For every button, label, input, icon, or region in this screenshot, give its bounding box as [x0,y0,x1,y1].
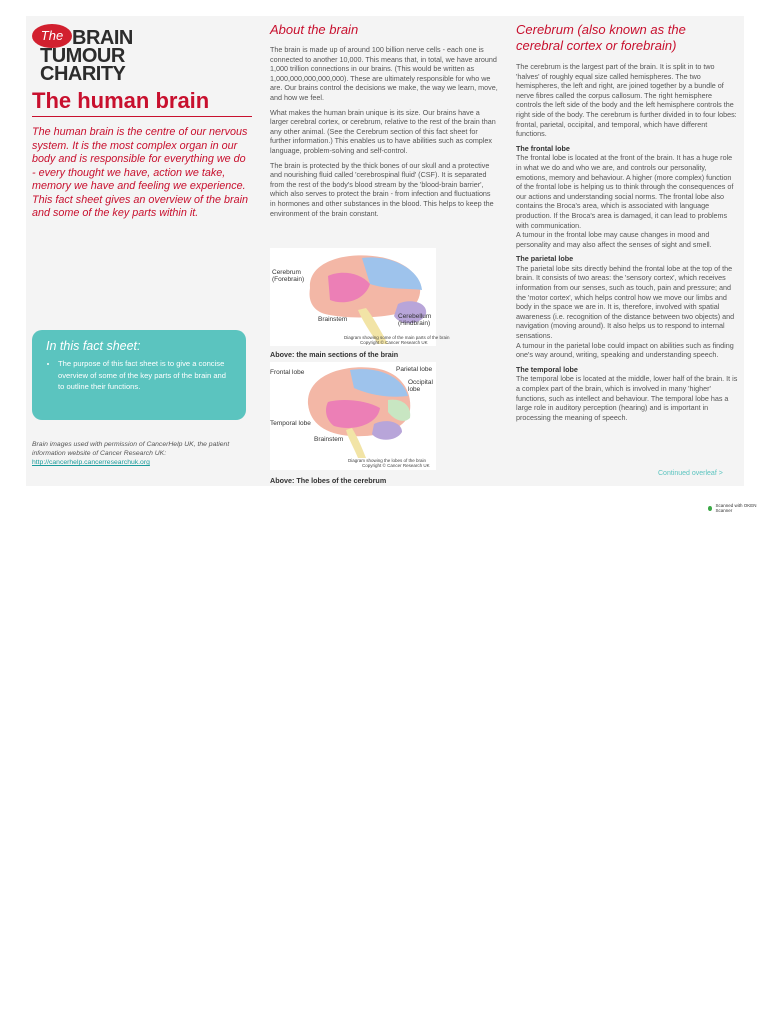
brain-lobes-illustration [270,362,436,470]
label-frontal-lobe: Frontal lobe [270,369,305,376]
scanner-text: Scanned with OKEN Scanner [715,503,757,513]
scanner-watermark [708,503,768,513]
label-temporal-lobe: Temporal lobe [270,420,311,427]
label-occipital-lobe: lobe [408,386,421,393]
logo-the-badge: The [32,24,72,48]
about-paragraph-2: What makes the human brain unique is its size. Our brains have a larger cerebral cortex, or cerebrum, relative to the rest of the brain than any other animal. (See the Cerebrum section of this fact sheet for further information.) This enables us to have abilities such as complex language, problem-solving and self-control. [270,107,496,155]
label-parietal-lobe: Parietal lobe [396,366,433,373]
about-heading: About the brain [270,22,359,37]
about-body [270,45,498,223]
continued-overleaf-link[interactable]: Continued overleaf > [658,470,723,477]
figure1-caption: Above: the main sections of the brain [270,350,399,359]
temporal-lobe-subheading: The temporal lobe [516,364,578,374]
brain-lobes-diagram [270,362,436,470]
figure1-copy-line-2: Copyright © Cancer Research UK [360,340,428,345]
figure2-copy-line-2: Copyright © Cancer Research UK [362,463,430,468]
temporal-lobe-paragraph: The temporal lobe is located at the middle, lower half of the brain. It is a complex part of the brain, which is involved in many 'higher' functions, such as intellect and behaviour. The temporal lobe has a large role in auditory perception (hearing) and is important in processing the meaning of speech. [516,374,738,422]
cerebrum-body [516,62,738,427]
label-cerebellum: Cerebellum [398,313,432,320]
page-title: The human brain [32,88,210,113]
frontal-lobe-subheading: The frontal lobe [516,143,570,153]
parietal-lobe-subheading: The parietal lobe [516,254,574,264]
parietal-lobe-paragraph: The parietal lobe sits directly behind the frontal lobe at the top of the brain. It consists of two areas: the 'sensory cortex', which receives information from our senses, such as touch, pain and pressure; and the 'motor cortex', which helps control how we move our limbs and body in the space we are in. It is, therefore, involved with spatial awareness (i.e. recognition of the distance between two objects) and navigation (moving around). It also helps us to respond to internal sensations. [516,263,735,341]
cerebrum-heading: Cerebrum (also known as the cerebral cortex or forebrain) [516,22,686,53]
fact-sheet-list [46,358,234,393]
label-forebrain: (Forebrain) [272,276,305,283]
label-occipital: Occipital [408,379,433,386]
brain-sections-diagram [270,248,450,346]
about-paragraph-1: The brain is made up of around 100 billion nerve cells - each one is connected to another 10,000. This means that, in total, we have around 1,000 trillion connections in our brains. (This would be written as 1,000,000,000,000,000). These are ultimately responsible for who we are. Our brains control the decisions we make, the way we learn, move, and how we feel. [270,45,498,102]
scanner-logo-icon [708,506,712,511]
label-brainstem-2: Brainstem [314,436,344,443]
about-paragraph-3: The brain is protected by the thick bones of our skull and a protective and nourishing fluid called 'cerebrospinal fluid' (CSF). It is separated from the rest of the body's blood stream by the 'blood-brain barrier', which also serves to protect the brain - from infection and fluctuations in hormones and other substances in the blood. This helps to keep the environment of the brain constant. [270,160,494,218]
logo-line-2: TUMOUR [40,45,125,67]
image-credit [32,440,252,467]
label-brainstem: Brainstem [318,316,348,323]
fact-sheet-heading: In this fact sheet: [46,339,141,353]
charity-logo [32,24,152,85]
figure2-caption: Above: The lobes of the cerebrum [270,476,387,485]
figure2-copy-line-1: Diagram showing the lobes of the brain [348,458,427,463]
fact-sheet-box [32,330,246,420]
frontal-lobe-paragraph: The frontal lobe is located at the front of the brain. It has a huge role in what we do and who we are, and controls our personality, emotions, memory and behaviour. A higher (more complex) function of the frontal lobe is helping us to think through the consequences of our actions and understanding social norms. The frontal lobe also contains the Broca's area, which is associated with language production. If the Broca's area is damaged, it can lead to problems with communication. [516,153,734,230]
label-hindbrain: (Hindbrain) [398,320,431,327]
cerebrum-paragraph: The cerebrum is the largest part of the brain. It is split in to two 'halves' of roughly equal size called hemispheres. The two hemispheres, the left and right, are joined together by a bundle of nerve fibres called the corpus callosum. The right hemisphere controls the left side of the body and the left hemisphere controls the right side of the body. The cerebrum is further divided in to four lobes: frontal, parietal, occipital, and temporal, which have different functions. [516,62,737,139]
frontal-lobe-tumour-paragraph: A tumour in the frontal lobe may cause changes in mood and personality and may also affect the senses of sight and smell. [516,230,712,249]
figure1-copy-line-1: Diagram showing some of the main parts of the brain [344,335,450,340]
title-divider [32,116,252,117]
parietal-lobe-tumour-paragraph: A tumour in the parietal lobe could impact on abilities such as finding one's way around, writing, speaking and understanding speech. [516,340,734,360]
logo-line-1: BRAIN [72,27,133,49]
credit-link[interactable]: http://cancerhelp.cancerresearchuk.org [32,459,150,466]
brain-sections-illustration [270,248,450,346]
label-cerebrum: Cerebrum [272,269,301,276]
logo-line-3: CHARITY [40,63,126,85]
credit-text: Brain images used with permission of CancerHelp UK, the patient information website of Cancer Research UK: [32,441,230,457]
intro-text: The human brain is the centre of our nervous system. It is the most complex organ in our body and is responsible for everything we do - every thought we have, action we take, memory we have and feeling we experience. This fact sheet gives an overview of the brain and some of the key parts within it. [32,126,249,219]
fact-sheet-item: • The purpose of this fact sheet is to give a concise overview of some of the key parts of the brain and to outline their functions. [58,358,234,393]
